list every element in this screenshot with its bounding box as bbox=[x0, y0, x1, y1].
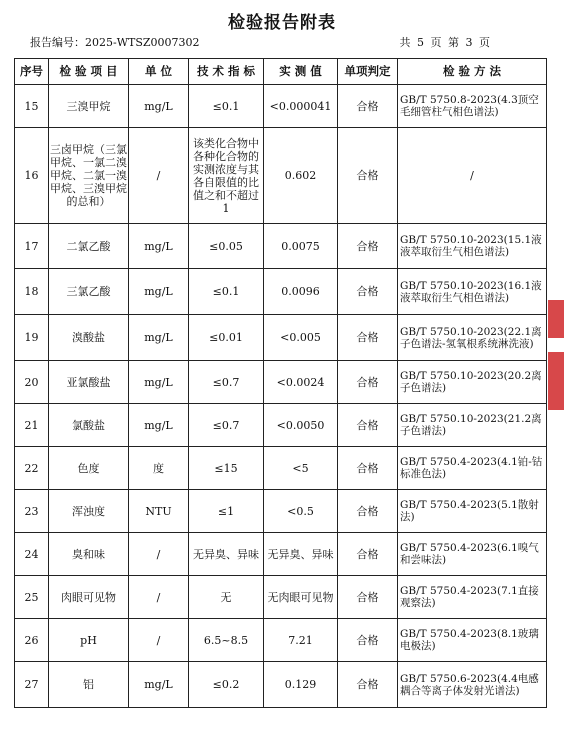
cell-method: / bbox=[398, 128, 547, 224]
cell-value: 0.0075 bbox=[264, 224, 338, 269]
cell-result: 合格 bbox=[338, 490, 398, 533]
cell-unit: mg/L bbox=[129, 404, 189, 447]
cell-no: 25 bbox=[15, 576, 49, 619]
cell-item: pH bbox=[49, 619, 129, 662]
results-table bbox=[14, 58, 547, 708]
cell-item: 溴酸盐 bbox=[49, 315, 129, 361]
cell-no: 26 bbox=[15, 619, 49, 662]
cell-result: 合格 bbox=[338, 224, 398, 269]
cell-result: 合格 bbox=[338, 662, 398, 708]
cell-value: 0.0096 bbox=[264, 269, 338, 315]
cell-unit: / bbox=[129, 533, 189, 576]
cell-method: GB/T 5750.8-2023(4.3顶空毛细管柱气相色谱法) bbox=[398, 85, 547, 128]
cell-result: 合格 bbox=[338, 128, 398, 224]
table-row bbox=[15, 662, 547, 708]
cell-item: 三溴甲烷 bbox=[49, 85, 129, 128]
table-row bbox=[15, 576, 547, 619]
cell-unit: mg/L bbox=[129, 315, 189, 361]
cell-item: 亚氯酸盐 bbox=[49, 361, 129, 404]
header-limit: 技 术 指 标 bbox=[189, 59, 264, 85]
cell-unit: mg/L bbox=[129, 361, 189, 404]
cell-item: 三卤甲烷（三氯甲烷、一氯二溴甲烷、二氯一溴甲烷、三溴甲烷的总和） bbox=[49, 128, 129, 224]
cell-no: 15 bbox=[15, 85, 49, 128]
cell-no: 21 bbox=[15, 404, 49, 447]
cell-method: GB/T 5750.4-2023(8.1玻璃电极法) bbox=[398, 619, 547, 662]
cell-limit: ≤0.1 bbox=[189, 85, 264, 128]
cell-no: 18 bbox=[15, 269, 49, 315]
cell-result: 合格 bbox=[338, 269, 398, 315]
cell-limit: 该类化合物中各种化合物的实测浓度与其各自限值的比值之和不超过1 bbox=[189, 128, 264, 224]
cell-limit: ≤0.05 bbox=[189, 224, 264, 269]
cell-unit: mg/L bbox=[129, 269, 189, 315]
cell-limit: ≤15 bbox=[189, 447, 264, 490]
cell-result: 合格 bbox=[338, 404, 398, 447]
report-number: 报告编号：2025-WTSZ0007302 bbox=[30, 36, 200, 49]
cell-unit: / bbox=[129, 128, 189, 224]
cell-limit: ≤0.01 bbox=[189, 315, 264, 361]
cell-result: 合格 bbox=[338, 85, 398, 128]
cell-result: 合格 bbox=[338, 315, 398, 361]
cell-method: GB/T 5750.4-2023(5.1散射法) bbox=[398, 490, 547, 533]
table-header-row bbox=[15, 59, 547, 85]
cell-item: 铝 bbox=[49, 662, 129, 708]
cell-result: 合格 bbox=[338, 361, 398, 404]
cell-value: <5 bbox=[264, 447, 338, 490]
cell-unit: mg/L bbox=[129, 85, 189, 128]
header-result: 单项判定 bbox=[338, 59, 398, 85]
cell-no: 17 bbox=[15, 224, 49, 269]
cell-unit: mg/L bbox=[129, 224, 189, 269]
cell-unit: 度 bbox=[129, 447, 189, 490]
table-row bbox=[15, 404, 547, 447]
table-row bbox=[15, 533, 547, 576]
cell-limit: ≤0.7 bbox=[189, 404, 264, 447]
cell-unit: / bbox=[129, 619, 189, 662]
table-row bbox=[15, 447, 547, 490]
cell-item: 臭和味 bbox=[49, 533, 129, 576]
cell-value: <0.005 bbox=[264, 315, 338, 361]
cell-no: 24 bbox=[15, 533, 49, 576]
table-row bbox=[15, 224, 547, 269]
cell-method: GB/T 5750.4-2023(4.1铂-钴标准色法) bbox=[398, 447, 547, 490]
cell-no: 20 bbox=[15, 361, 49, 404]
header-no: 序号 bbox=[15, 59, 49, 85]
cell-value: <0.0024 bbox=[264, 361, 338, 404]
cell-result: 合格 bbox=[338, 619, 398, 662]
cell-method: GB/T 5750.10-2023(16.1液液萃取衍生气相色谱法) bbox=[398, 269, 547, 315]
cell-unit: / bbox=[129, 576, 189, 619]
cell-value: 7.21 bbox=[264, 619, 338, 662]
page-info: 共 5 页 第 3 页 bbox=[399, 36, 490, 49]
header-method: 检 验 方 法 bbox=[398, 59, 547, 85]
cell-limit: 6.5~8.5 bbox=[189, 619, 264, 662]
cell-method: GB/T 5750.10-2023(20.2离子色谱法) bbox=[398, 361, 547, 404]
cell-value: 无异臭、异味 bbox=[264, 533, 338, 576]
cell-method: GB/T 5750.4-2023(6.1嗅气和尝味法) bbox=[398, 533, 547, 576]
cell-method: GB/T 5750.10-2023(21.2离子色谱法) bbox=[398, 404, 547, 447]
cell-value: <0.000041 bbox=[264, 85, 338, 128]
cell-method: GB/T 5750.4-2023(7.1直接观察法) bbox=[398, 576, 547, 619]
cell-value: 0.129 bbox=[264, 662, 338, 708]
cell-no: 16 bbox=[15, 128, 49, 224]
cell-limit: 无异臭、异味 bbox=[189, 533, 264, 576]
cell-method: GB/T 5750.10-2023(22.1离子色谱法-氢氧根系统淋洗液) bbox=[398, 315, 547, 361]
cell-result: 合格 bbox=[338, 447, 398, 490]
cell-method: GB/T 5750.6-2023(4.4电感耦合等离子体发射光谱法) bbox=[398, 662, 547, 708]
cell-value: 无肉眼可见物 bbox=[264, 576, 338, 619]
cell-limit: ≤0.7 bbox=[189, 361, 264, 404]
cell-item: 三氯乙酸 bbox=[49, 269, 129, 315]
cell-item: 肉眼可见物 bbox=[49, 576, 129, 619]
seal-stamp-mark bbox=[548, 352, 564, 410]
header-item: 检 验 项 目 bbox=[49, 59, 129, 85]
table-row bbox=[15, 361, 547, 404]
cell-result: 合格 bbox=[338, 533, 398, 576]
page-title: 检验报告附表 bbox=[228, 13, 336, 33]
cell-item: 色度 bbox=[49, 447, 129, 490]
cell-value: <0.5 bbox=[264, 490, 338, 533]
cell-no: 22 bbox=[15, 447, 49, 490]
cell-limit: ≤0.2 bbox=[189, 662, 264, 708]
table-row bbox=[15, 490, 547, 533]
header-unit: 单 位 bbox=[129, 59, 189, 85]
seal-stamp-mark bbox=[548, 300, 564, 338]
table-row bbox=[15, 128, 547, 224]
header-value: 实 测 值 bbox=[264, 59, 338, 85]
table-row bbox=[15, 619, 547, 662]
cell-limit: ≤0.1 bbox=[189, 269, 264, 315]
cell-unit: NTU bbox=[129, 490, 189, 533]
cell-result: 合格 bbox=[338, 576, 398, 619]
cell-limit: ≤1 bbox=[189, 490, 264, 533]
cell-item: 二氯乙酸 bbox=[49, 224, 129, 269]
cell-item: 浑浊度 bbox=[49, 490, 129, 533]
cell-item: 氯酸盐 bbox=[49, 404, 129, 447]
cell-no: 19 bbox=[15, 315, 49, 361]
cell-unit: mg/L bbox=[129, 662, 189, 708]
cell-no: 23 bbox=[15, 490, 49, 533]
cell-value: 0.602 bbox=[264, 128, 338, 224]
table-row bbox=[15, 85, 547, 128]
cell-method: GB/T 5750.10-2023(15.1液液萃取衍生气相色谱法) bbox=[398, 224, 547, 269]
cell-limit: 无 bbox=[189, 576, 264, 619]
cell-no: 27 bbox=[15, 662, 49, 708]
table-row bbox=[15, 315, 547, 361]
cell-value: <0.0050 bbox=[264, 404, 338, 447]
table-row bbox=[15, 269, 547, 315]
